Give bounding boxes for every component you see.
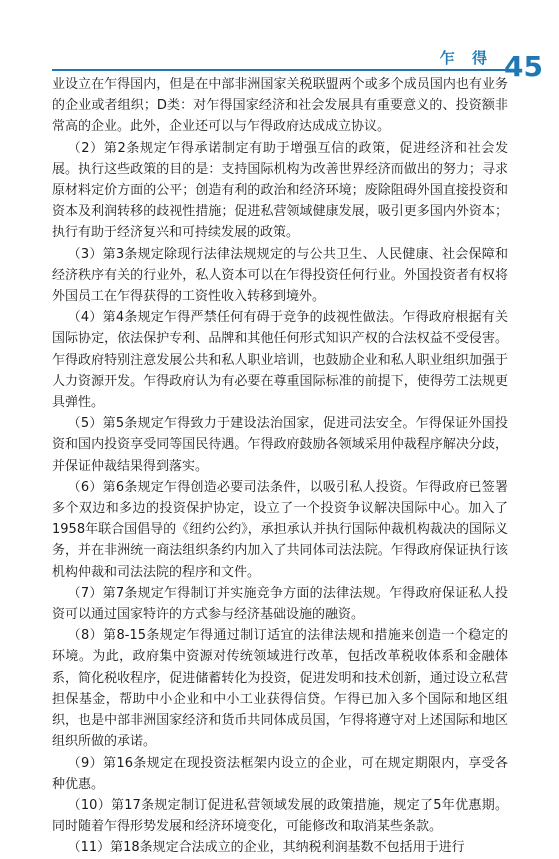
section-title: 乍 得: [439, 49, 493, 67]
body-text: [52, 74, 508, 859]
paragraph-article-2: （2）第2条规定乍得承诺制定有助于增强互信的政策，促进经济和社会发展。执行这些政策的目的是：支持国际机构为改善世界经济而做出的努力；寻求原材料定价方面的公平；创造有利的政治和经济环境；废除阻碍外国直接投资和资本及利润转移的歧视性措施；促进私营领域健康发展，吸引更多国内外资本；执行有助于经济复兴和可持续发展的政策。: [52, 140, 508, 241]
paragraph-article-6: （6）第6条规定乍得创造必要司法条件，以吸引私人投资。乍得政府已签署多个双边和多边的投资保护协定，设立了一个投资争议解决国际中心。加入了1958年联合国倡导的《纽约公约》，承担承认并执行国际仲裁机构裁决的国际义务，并在非洲统一商法组织条约内加入了共同体司法法院。乍得政府保证执行该机构仲裁和司法法院的程序和文件。: [52, 479, 508, 580]
paragraph-article-18: （11）第18条规定合法成立的企业，其纳税利润基数不包括用于进行: [67, 840, 465, 856]
paragraph-article-3: （3）第3条规定除现行法律法规规定的与公共卫生、人民健康、社会保障和经济秩序有关的行业外，私人资本可以在乍得投资任何行业。外国投资者有权将外国员工在乍得获得的工资性收入转移到境外。: [52, 246, 508, 305]
page-header: [0, 0, 559, 83]
paragraph-article-7: （7）第7条规定乍得制订并实施竞争方面的法律法规。乍得政府保证私人投资可以通过国家特许的方式参与经济基础设施的融资。: [52, 585, 508, 623]
paragraph-article-17: （10）第17条规定制订促进私营领域发展的政策措施，规定了5年优惠期。同时随着乍得形势发展和经济环境变化，可能修改和取消某些条款。: [52, 797, 508, 835]
paragraph-article-4: （4）第4条规定乍得严禁任何有碍于竞争的歧视性做法。乍得政府根据有关国际协定，依法保护专利、品牌和其他任何形式知识产权的合法权益不受侵害。乍得政府特别注意发展公共和私人职业培训，也鼓励企业和私人职业组织加强于人力资源开发。乍得政府认为有必要在尊重国际标准的前提下，使得劳工法规更具弹性。: [52, 310, 508, 411]
paragraph-article-8-15: （8）第8-15条规定乍得通过制订适宜的法律法规和措施来创造一个稳定的环境。为此，政府集中资源对传统领域进行改革，包括改革税收体系和金融体系，简化税收程序，促进储蓄转化为投资，促进发明和技术创新，通过设立私营担保基金，帮助中小企业和中小工业获得信贷。乍得已加入多个国际和地区组织，也是中部非洲国家经济和货币共同体成员国，乍得将遵守对上述国际和地区组织所做的承诺。: [52, 628, 508, 750]
paragraph-article-5: （5）第5条规定乍得致力于建设法治国家，促进司法安全。乍得保证外国投资和国内投资享受同等国民待遇。乍得政府鼓励各领域采用仲裁程序解决分歧，并保证仲裁结果得到落实。: [52, 416, 508, 474]
header-rule: [52, 69, 508, 71]
paragraph-continuation: 业设立在乍得国内，但是在中部非洲国家关税联盟两个或多个成员国内也有业务的企业或者组织；D类：对乍得国家经济和社会发展具有重要意义的、投资额非常高的企业。此外，企业还可以与乍得政府达成成立协议。: [52, 77, 508, 135]
page-number: 45: [504, 50, 543, 83]
paragraph-article-16: （9）第16条规定在现投资法框架内设立的企业，可在规定期限内，享受各种优惠。: [52, 755, 508, 792]
